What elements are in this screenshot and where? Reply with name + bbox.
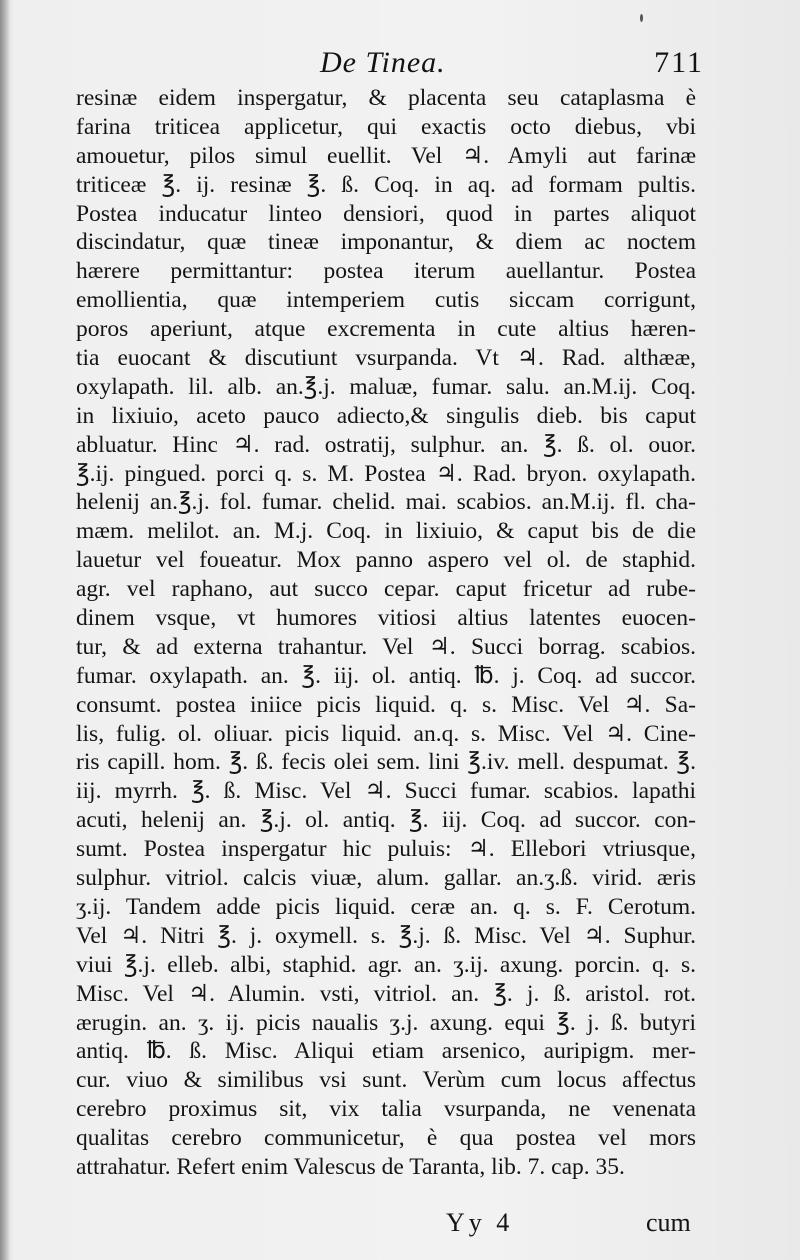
text-line: ℥.ij. pingued. porci q. s. M. Postea ♃. Rad. bryon. oxylapath. — [76, 460, 696, 487]
text-line: amouetur, pilos simul euellit. Vel ♃. Amyli aut farinæ — [76, 142, 696, 169]
text-line: lauetur vel foueatur. Mox panno aspero vel ol. de staphid. — [76, 547, 696, 574]
text-line: ris capill. hom. ℥. ß. fecis olei sem. lini ℥.iv. mell. despumat. ℥. — [76, 749, 696, 776]
text-line: triticeæ ℥. ij. resinæ ℥. ß. Coq. in aq. ad formam pultis. — [76, 171, 696, 198]
text-line: mæm. melilot. an. M.j. Coq. in lixiuio, & caput bis de die — [76, 518, 696, 545]
text-line: Misc. Vel ♃. Alumin. vsti, vitriol. an. ℥. j. ß. aristol. rot. — [76, 980, 696, 1007]
body-text — [76, 84, 696, 1182]
text-line: emollientia, quæ intemperiem cutis siccam corrigunt, — [76, 287, 696, 314]
text-line: agr. vel raphano, aut succo cepar. caput fricetur ad rube- — [76, 576, 696, 603]
text-line: ærugin. an. ʒ. ij. picis naualis ʒ.j. axung. equi ℥. j. ß. butyri — [76, 1009, 696, 1036]
text-line: Vel ♃. Nitri ℥. j. oxymell. s. ℥.j. ß. Misc. Vel ♃. Suphur. — [76, 922, 696, 949]
text-line: qualitas cerebro communicetur, è qua postea vel mors — [76, 1125, 696, 1152]
text-line: cerebro proximus sit, vix talia vsurpanda, ne venenata — [76, 1096, 696, 1123]
gutter-shadow — [0, 0, 10, 1260]
text-line: acuti, helenij an. ℥.j. ol. antiq. ℥. iij. Coq. ad succor. con- — [76, 807, 696, 834]
text-line: iij. myrrh. ℥. ß. Misc. Vel ♃. Succi fumar. scabios. lapathi — [76, 778, 696, 805]
ink-speck — [640, 14, 643, 22]
text-line: hærere permittantur: postea iterum auellantur. Postea — [76, 258, 696, 285]
catchword: cum — [646, 1208, 691, 1237]
text-line: antiq. ℔. ß. Misc. Aliqui etiam arsenico, auripigm. mer- — [76, 1038, 696, 1065]
text-line: cur. viuo & similibus vsi sunt. Verùm cum locus affectus — [76, 1067, 696, 1094]
text-line: Postea inducatur linteo densiori, quod in partes aliquot — [76, 200, 696, 227]
text-line: in lixiuio, aceto pauco adiecto,& singulis dieb. bis caput — [76, 402, 696, 429]
text-line: discindatur, quæ tineæ imponantur, & diem ac noctem — [76, 229, 696, 256]
text-line: sulphur. vitriol. calcis viuæ, alum. gallar. an.ʒ.ß. virid. æris — [76, 865, 696, 892]
text-line: attrahatur. Refert enim Valescus de Taranta, lib. 7. cap. 35. — [76, 1153, 625, 1180]
text-line: abluatur. Hinc ♃. rad. ostratij, sulphur. an. ℥. ß. ol. ouor. — [76, 431, 696, 458]
text-line: tur, & ad externa trahantur. Vel ♃. Succi borrag. scabios. — [76, 633, 696, 660]
text-line: oxylapath. lil. alb. an.℥.j. maluæ, fumar. salu. an.M.ij. Coq. — [76, 373, 696, 400]
text-line: helenij an.℥.j. fol. fumar. chelid. mai. scabios. an.M.ij. fl. cha- — [76, 489, 696, 516]
text-line: sumt. Postea inspergatur hic puluis: ♃. Ellebori vtriusque, — [76, 836, 696, 863]
running-title: De Tinea. — [320, 46, 446, 79]
text-line: consumt. postea iniice picis liquid. q. s. Misc. Vel ♃. Sa- — [76, 691, 696, 718]
text-line: tia euocant & discutiunt vsurpanda. Vt ♃. Rad. althææ, — [76, 345, 696, 372]
page-number: 711 — [654, 46, 704, 79]
text-line: ʒ.ij. Tandem adde picis liquid. ceræ an. q. s. F. Cerotum. — [76, 893, 696, 920]
signature-mark: Yy 4 — [446, 1208, 514, 1237]
text-line: lis, fulig. ol. oliuar. picis liquid. an.q. s. Misc. Vel ♃. Cine- — [76, 720, 696, 747]
text-line: dinem vsque, vt humores vitiosi altius latentes euocen- — [76, 605, 696, 632]
text-line: viui ℥.j. elleb. albi, staphid. agr. an. ʒ.ij. axung. porcin. q. s. — [76, 951, 696, 978]
text-line: fumar. oxylapath. an. ℥. iij. ol. antiq. ℔. j. Coq. ad succor. — [76, 662, 696, 689]
page-footer — [0, 1208, 800, 1248]
text-line: resinæ eidem inspergatur, & placenta seu cataplasma è — [76, 85, 696, 111]
text-line: farina triticea applicetur, qui exactis octo diebus, vbi — [76, 113, 696, 140]
text-line: poros aperiunt, atque excrementa in cute altius hæren- — [76, 316, 696, 343]
